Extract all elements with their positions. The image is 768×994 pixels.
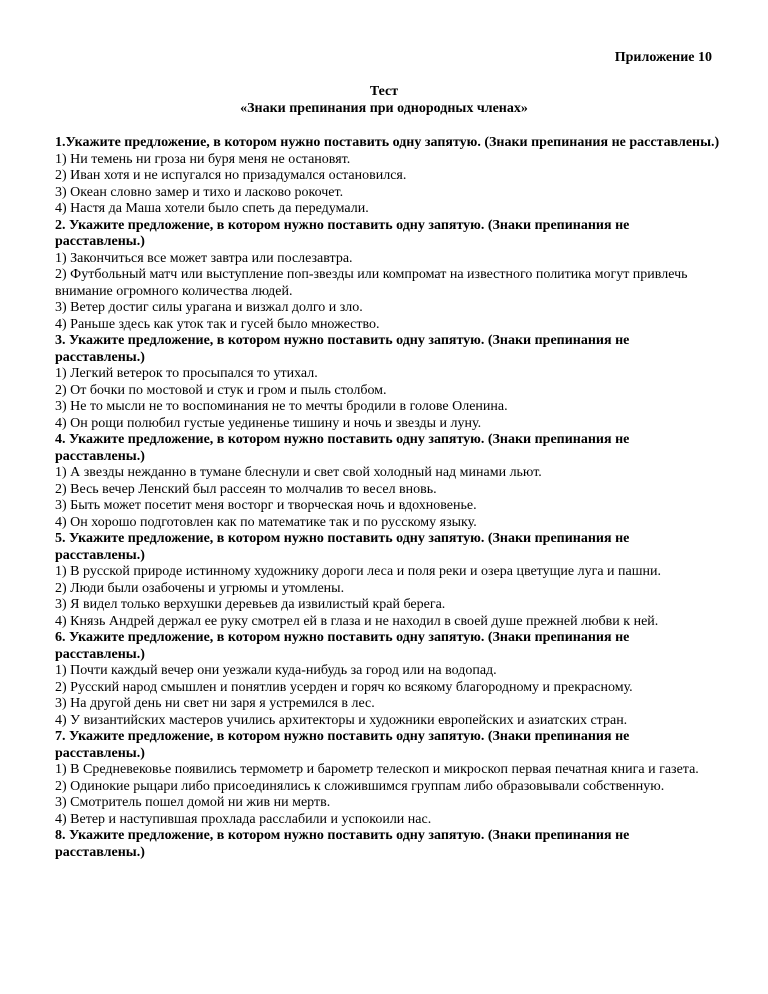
answer-option: 4) Князь Андрей держал ее руку смотрел ей в глаза и не находил в своей душе прежней любви к ней. xyxy=(55,613,659,629)
answer-option: 1) Почти каждый вечер они уезжали куда-нибудь за город или на водопад. xyxy=(55,663,497,678)
answer-option: 1) Ни темень ни гроза ни буря меня не остановят. xyxy=(55,151,351,167)
answer-option: 4) Он рощи полюбил густые уединенье тишину и ночь и звезды и луну. xyxy=(55,415,482,431)
question-1 xyxy=(55,135,720,218)
answer-option: 2) Футбольный матч или выступление поп-звезды или компромат на известного политика могут привлечь внимание огромного количества людей. xyxy=(55,267,688,299)
answer-option: 2) Русский народ смышлен и понятлив усерден и горяч ко всякому благородному и прекрасному. xyxy=(55,679,633,695)
question-8 xyxy=(55,828,720,861)
answer-option: 1) Легкий ветерок то просыпался то утихал. xyxy=(55,366,318,381)
question-2 xyxy=(55,218,720,334)
question-heading: 3. Укажите предложение, в котором нужно поставить одну запятую. (Знаки препинания не расставлены.) xyxy=(55,333,630,365)
answer-option: 4) Раньше здесь как уток так и гусей было множество. xyxy=(55,316,380,332)
appendix-label: Приложение 10 xyxy=(614,50,712,65)
answer-option: 1) В Средневековье появились термометр и барометр телескоп и микроскоп первая печатная книга и газета. xyxy=(55,762,699,777)
answer-option: 4) Он хорошо подготовлен как по математике так и по русскому языку. xyxy=(55,514,477,530)
answer-option: 2) Весь вечер Ленский был рассеян то молчалив то весел вновь. xyxy=(55,481,437,497)
page-title: Тест xyxy=(369,84,399,99)
answer-option: 3) Я видел только верхушки деревьев да извилистый край берега. xyxy=(55,597,446,612)
question-heading: 5. Укажите предложение, в котором нужно поставить одну запятую. (Знаки препинания не расставлены.) xyxy=(55,531,630,563)
page-subtitle: «Знаки препинания при однородных членах» xyxy=(240,100,528,116)
answer-option: 2) От бочки по мостовой и стук и гром и пыль столбом. xyxy=(55,382,387,398)
title-block xyxy=(0,84,768,117)
answer-option: 2) Иван хотя и не испугался но призадумался остановился. xyxy=(55,168,407,183)
question-4 xyxy=(55,432,720,531)
question-7 xyxy=(55,729,720,828)
answer-option: 2) Одинокие рыцари либо присоединялись к сложившимся группам либо образовывали собственную. xyxy=(55,778,665,794)
question-heading: 2. Укажите предложение, в котором нужно поставить одну запятую. (Знаки препинания не расставлены.) xyxy=(55,217,630,249)
answer-option: 3) Не то мысли не то воспоминания не то мечты бродили в голове Оленина. xyxy=(55,399,508,414)
answer-option: 3) Ветер достиг силы урагана и визжал долго и зло. xyxy=(55,300,363,315)
question-heading: 6. Укажите предложение, в котором нужно поставить одну запятую. (Знаки препинания не расставлены.) xyxy=(55,630,630,662)
question-heading: 4. Укажите предложение, в котором нужно поставить одну запятую. (Знаки препинания не расставлены.) xyxy=(55,432,630,464)
answer-option: 3) Океан словно замер и тихо и ласково рокочет. xyxy=(55,184,344,200)
answer-option: 1) А звезды нежданно в тумане блеснули и свет свой холодный над минами льют. xyxy=(55,465,542,480)
question-heading: 8. Укажите предложение, в котором нужно поставить одну запятую. (Знаки препинания не расставлены.) xyxy=(55,828,630,860)
answer-option: 4) Настя да Маша хотели было спеть да передумали. xyxy=(55,201,369,216)
answer-option: 1) В русской природе истинному художнику дороги леса и поля реки и озера цветущие луга и пашни. xyxy=(55,564,662,579)
answer-option: 3) Быть может посетит меня восторг и творческая ночь и вдохновенье. xyxy=(55,498,477,513)
question-6 xyxy=(55,630,720,729)
question-heading: 7. Укажите предложение, в котором нужно поставить одну запятую. (Знаки препинания не расставлены.) xyxy=(55,729,630,761)
answer-option: 4) У византийских мастеров учились архитекторы и художники европейских и азиатских стран. xyxy=(55,712,628,728)
question-5 xyxy=(55,531,720,630)
answer-option: 4) Ветер и наступившая прохлада расслабили и успокоили нас. xyxy=(55,811,432,827)
question-heading: 1.Укажите предложение, в котором нужно поставить одну запятую. (Знаки препинания не расставлены.) xyxy=(55,135,720,150)
questions-list xyxy=(55,135,720,861)
answer-option: 3) На другой день ни свет ни заря я устремился в лес. xyxy=(55,696,375,711)
question-3 xyxy=(55,333,720,432)
answer-option: 2) Люди были озабочены и угрюмы и утомлены. xyxy=(55,580,345,596)
answer-option: 1) Закончиться все может завтра или послезавтра. xyxy=(55,250,353,266)
answer-option: 3) Смотритель пошел домой ни жив ни мертв. xyxy=(55,795,331,810)
